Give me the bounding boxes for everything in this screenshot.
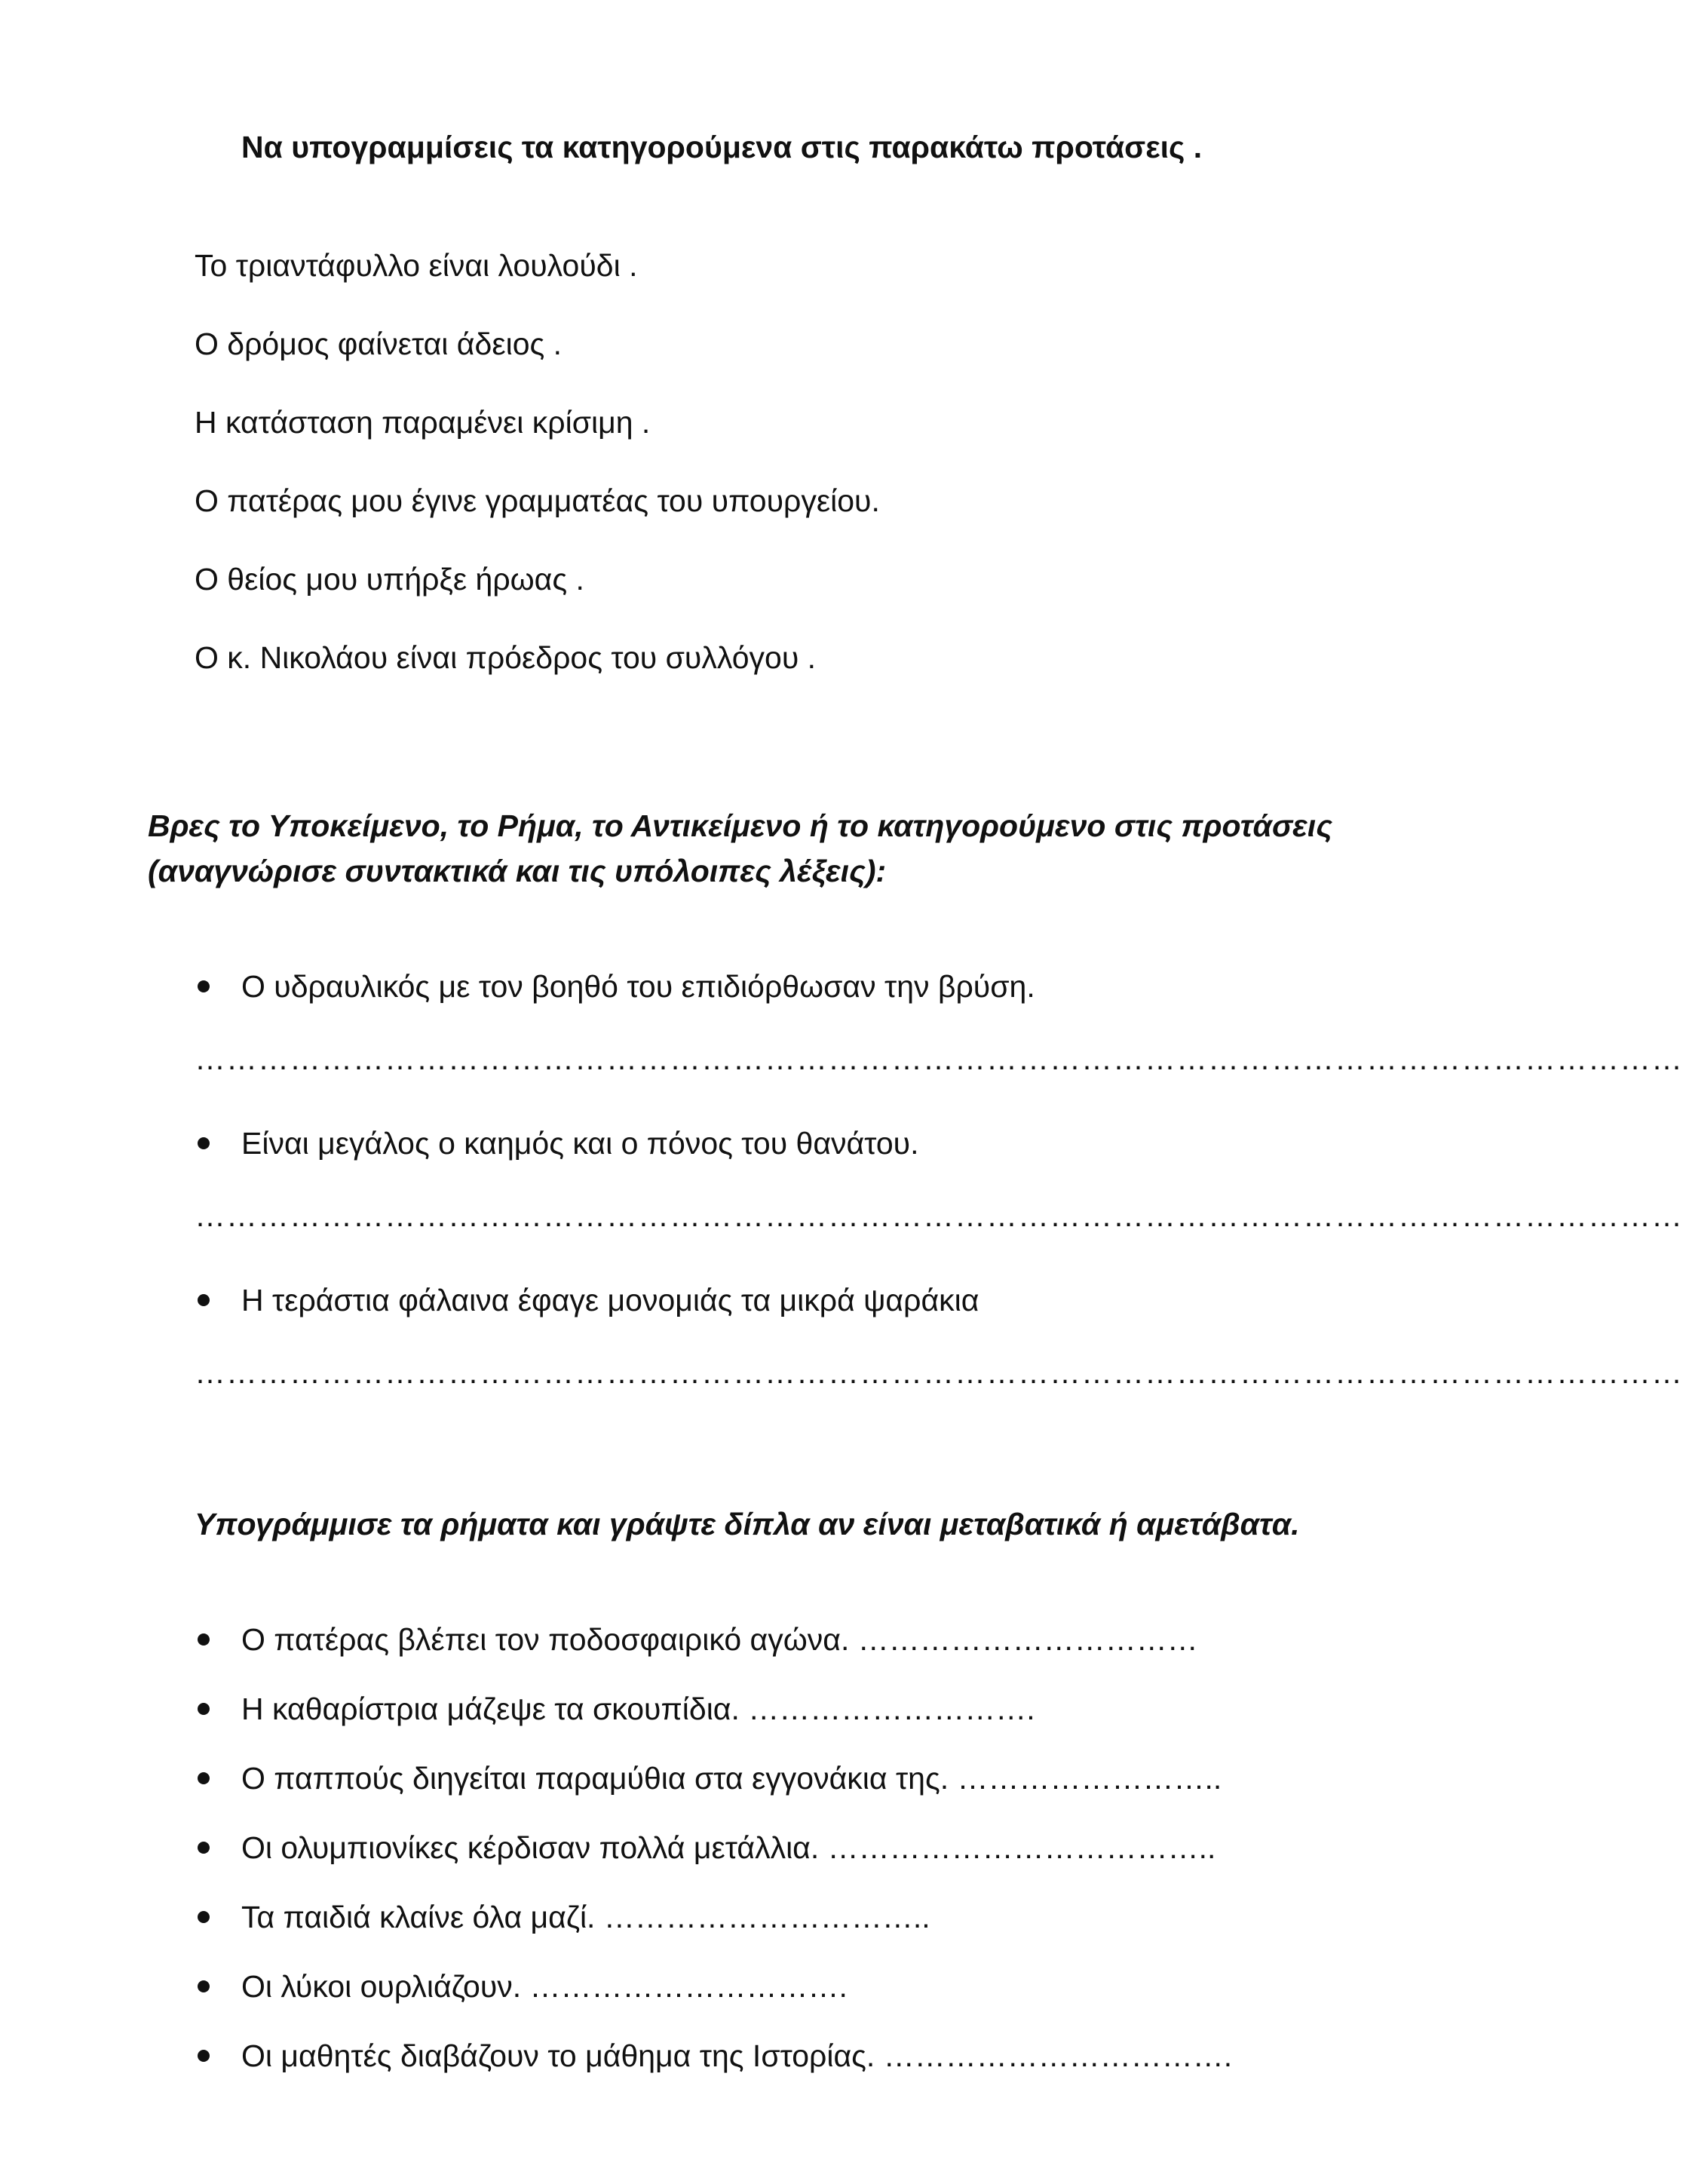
sentence-6: Ο κ. Νικολάου είναι πρόεδρος του συλλόγου . xyxy=(195,640,817,675)
section2-title-line1: Βρες το Υποκείμενο, το Ρήμα, το Αντικείμενο ή το κατηγορούμενο στις προτάσεις xyxy=(148,808,1333,843)
bullet-icon xyxy=(198,1911,210,1923)
bullet-icon xyxy=(198,1842,210,1854)
sentence-5: Ο θείος μου υπήρξε ήρωας . xyxy=(195,562,584,597)
answer-line-1[interactable]: …………………………………………………………………………………………………………………………… xyxy=(195,1041,1683,1076)
sentence-2: Ο δρόμος φαίνεται άδειος . xyxy=(195,327,563,361)
verb-item-7: Οι μαθητές διαβάζουν το μάθημα της Ιστορίας. ……………………………. xyxy=(241,2038,1233,2073)
bullet-icon xyxy=(198,1703,210,1715)
answer-line-3[interactable]: …………………………………………………………………………………………………………………………… xyxy=(195,1355,1683,1390)
bullet-icon xyxy=(198,1633,210,1646)
analysis-item-3: Η τεράστια φάλαινα έφαγε μονομιάς τα μικρά ψαράκια xyxy=(241,1283,979,1317)
verb-item-3: Ο παππούς διηγείται παραμύθια στα εγγονάκια της. …………………….. xyxy=(241,1761,1222,1796)
section3-title: Υπογράμμισε τα ρήματα και γράψτε δίπλα αν είναι μεταβατικά ή αμετάβατα. xyxy=(195,1507,1300,1541)
answer-line-2[interactable]: …………………………………………………………………………………………………………………………… xyxy=(195,1198,1683,1233)
bullet-icon xyxy=(198,1137,210,1149)
bullet-icon xyxy=(198,2050,210,2062)
sentence-1: Το τριαντάφυλλο είναι λουλούδι . xyxy=(195,248,638,283)
sentence-4: Ο πατέρας μου έγινε γραμματέας του υπουργείου. xyxy=(195,483,880,518)
section2-title-line2: (αναγνώρισε συντακτικά και τις υπόλοιπες λέξεις): xyxy=(148,854,887,888)
verb-item-5: Τα παιδιά κλαίνε όλα μαζί. ………………………….. xyxy=(241,1900,930,1934)
bullet-icon xyxy=(198,1980,210,1992)
bullet-icon xyxy=(198,1772,210,1784)
verb-item-6: Οι λύκοι ουρλιάζουν. …………………………. xyxy=(241,1969,848,2004)
sentence-3: Η κατάσταση παραμένει κρίσιμη . xyxy=(195,405,651,440)
analysis-item-2: Είναι μεγάλος ο καημός και ο πόνος του θανάτου. xyxy=(241,1126,919,1161)
verb-item-4: Οι ολυμπιονίκες κέρδισαν πολλά μετάλλια. ……………………………….. xyxy=(241,1830,1216,1865)
verb-item-1: Ο πατέρας βλέπει τον ποδοσφαιρικό αγώνα. …………………………… xyxy=(241,1622,1198,1657)
bullet-icon xyxy=(198,1294,210,1306)
section1-title: Να υπογραμμίσεις τα κατηγορούμενα στις παρακάτω προτάσεις . xyxy=(241,130,1203,164)
bullet-icon xyxy=(198,980,210,992)
analysis-item-1: Ο υδραυλικός με τον βοηθό του επιδιόρθωσαν την βρύση. xyxy=(241,969,1035,1004)
verb-item-2: Η καθαρίστρια μάζεψε τα σκουπίδια. ………………………. xyxy=(241,1692,1035,1726)
